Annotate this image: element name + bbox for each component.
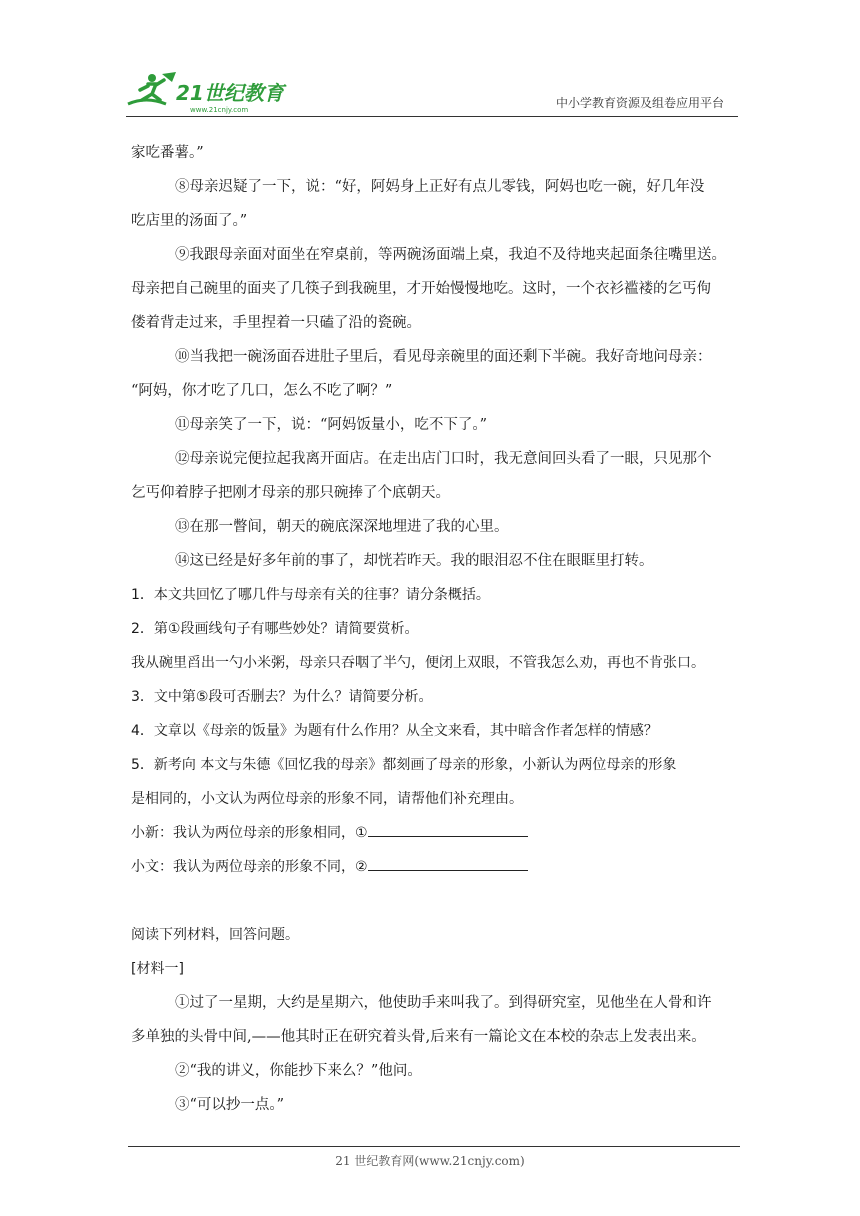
footer-divider [128, 1146, 740, 1147]
text-line [131, 306, 741, 340]
line-text: ⑫母亲说完便拉起我离开面店。在走出店门口时，我无意间回头看了一眼，只见那个 [175, 451, 712, 467]
line-text: ⑪母亲笑了一下，说：“阿妈饭量小，吃不下了。” [175, 417, 488, 433]
line-text: 小新：我认为两位母亲的形象相同，① [131, 825, 368, 841]
line-text: 乞丐仰着脖子把刚才母亲的那只碗捧了个底朝天。 [131, 485, 450, 501]
line-text: 母亲把自己碗里的面夹了几筷子到我碗里，才开始慢慢地吃。这时，一个衣衫褴褛的乞丐佝 [131, 281, 711, 297]
line-text: ⑩当我把一碗汤面吞进肚子里后，看见母亲碗里的面还剩下半碗。我好奇地问母亲： [175, 349, 712, 365]
page-header [126, 66, 738, 116]
logo-url: www.21cnjy.com [190, 106, 249, 114]
line-text: 1．本文共回忆了哪几件与母亲有关的往事？请分条概括。 [131, 587, 490, 603]
text-line [131, 714, 741, 748]
text-line [131, 646, 741, 680]
text-line [131, 1088, 741, 1122]
text-line [131, 1054, 741, 1088]
site-logo [126, 70, 296, 114]
text-line [131, 476, 741, 510]
line-text: 我从碗里舀出一勺小米粥，母亲只吞咽了半勺，便闭上双眼，不管我怎么劝，再也不肯张口。 [131, 655, 705, 671]
line-text: ⑧母亲迟疑了一下，说：“好，阿妈身上正好有点儿零钱，阿妈也吃一碗，好几年没 [175, 179, 705, 195]
text-line [131, 680, 741, 714]
line-text: 2．第①段画线句子有哪些妙处？请简要赏析。 [131, 621, 419, 637]
text-line [131, 612, 741, 646]
line-text: 家吃番薯。” [131, 145, 204, 161]
text-line [131, 850, 741, 884]
footer-source: 21 世纪教育网(www.21cnjy.com) [335, 1154, 525, 1168]
text-line [131, 578, 741, 612]
answer-blank[interactable] [368, 822, 528, 837]
text-line [131, 136, 741, 170]
text-line [131, 1020, 741, 1054]
line-text: ⑨我跟母亲面对面坐在窄桌前，等两碗汤面端上桌，我迫不及待地夹起面条往嘴里送。 [175, 247, 726, 263]
line-text: 4．文章以《母亲的饭量》为题有什么作用？从全文来看，其中暗含作者怎样的情感？ [131, 723, 658, 739]
line-text: 吃店里的汤面了。” [131, 213, 248, 229]
text-line [131, 442, 741, 476]
line-text: 阅读下列材料，回答问题。 [131, 927, 299, 943]
line-text: 3．文中第⑤段可否删去？为什么？请简要分析。 [131, 689, 433, 705]
text-line [131, 408, 741, 442]
text-line [131, 918, 741, 952]
platform-name: 中小学教育资源及组卷应用平台 [555, 96, 724, 110]
text-line [131, 748, 741, 782]
text-line [131, 544, 741, 578]
document-body [131, 136, 741, 1122]
line-text: ⑭这已经是好多年前的事了，却恍若昨天。我的眼泪忍不住在眼眶里打转。 [175, 553, 654, 569]
text-line [131, 272, 741, 306]
line-text: 小文：我认为两位母亲的形象不同，② [131, 859, 368, 875]
text-line [131, 782, 741, 816]
line-text: ②“我的讲义，你能抄下来么？”他问。 [175, 1063, 422, 1079]
text-line [131, 986, 741, 1020]
line-text: 是相同的，小文认为两位母亲的形象不同，请帮他们补充理由。 [131, 791, 523, 807]
header-divider [126, 116, 738, 117]
text-line [131, 952, 741, 986]
line-text: 偻着背走过来，手里捏着一只磕了沿的瓷碗。 [131, 315, 421, 331]
line-text: [材料一] [131, 961, 184, 977]
text-line [131, 170, 741, 204]
text-line [131, 816, 741, 850]
text-line [131, 374, 741, 408]
line-text: 5．新考向 本文与朱德《回忆我的母亲》都刻画了母亲的形象，小新认为两位母亲的形象 [131, 757, 677, 773]
text-line [131, 340, 741, 374]
runner-logo-icon [126, 70, 296, 114]
answer-blank[interactable] [368, 856, 528, 871]
blank-spacer [131, 884, 741, 918]
text-line [131, 238, 741, 272]
text-line [131, 510, 741, 544]
line-text: ⑬在那一瞥间，朝天的碗底深深地埋进了我的心里。 [175, 519, 509, 535]
line-text: ③“可以抄一点。” [175, 1097, 285, 1113]
text-line [131, 204, 741, 238]
line-text: 多单独的头骨中间,——他其时正在研究着头骨,后来有一篇论文在本校的杂志上发表出来。 [131, 1029, 706, 1045]
line-text: ①过了一星期，大约是星期六，他使助手来叫我了。到得研究室，见他坐在人骨和许 [175, 995, 712, 1011]
line-text: “阿妈，你才吃了几口，怎么不吃了啊？” [131, 383, 393, 399]
logo-text: 21世纪教育 [176, 81, 284, 105]
